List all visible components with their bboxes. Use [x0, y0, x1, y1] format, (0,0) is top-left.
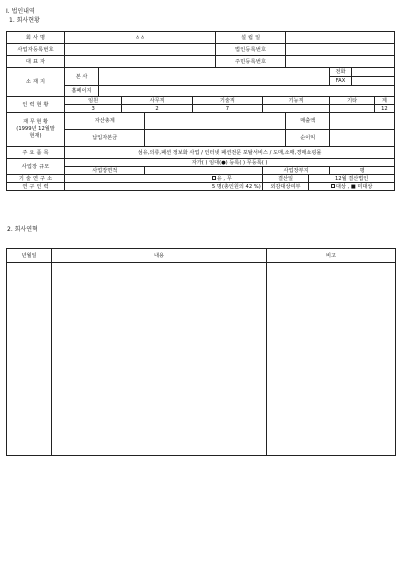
history-header-date: 년월일 [7, 249, 52, 263]
business-number-label: 사업자등록번호 [7, 44, 65, 56]
phone-label: 전화 [330, 68, 351, 77]
finance-label [7, 113, 65, 147]
business-number-value [65, 44, 216, 56]
fax-value [351, 77, 394, 86]
site-ownership: 자가( ) 임대(●) 등록( ) 무등록( ) [65, 159, 395, 167]
company-name-label: 회 사 명 [7, 32, 65, 44]
audit-value [309, 183, 395, 191]
audit-value-text: 대상 , ■ 미대상 [335, 183, 373, 190]
lab-label: 기 술 연 구 소 [7, 175, 65, 183]
corp-number-label: 법인등록번호 [216, 44, 286, 56]
established-value [286, 32, 395, 44]
staff-value-skilled [262, 105, 330, 113]
staff-header-total: 계 [374, 97, 394, 105]
phone-value [351, 68, 394, 77]
finance-label-line1: 재 무 현 황 [23, 119, 49, 125]
staff-header-office: 사무직 [122, 97, 193, 105]
total-assets-value [145, 113, 286, 130]
history-remarks-cell [267, 263, 396, 456]
staff-value-other [330, 105, 374, 113]
staff-header-executive: 임원 [65, 97, 122, 105]
address-label: 소 재 지 [7, 68, 65, 97]
sales-label: 매출액 [286, 113, 330, 130]
site-land-label: 사업장부지 [262, 167, 330, 175]
checkbox-icon [331, 184, 335, 188]
net-profit-value [330, 130, 395, 147]
staff-header-other: 기타 [330, 97, 374, 105]
site-area-value [145, 167, 262, 175]
lab-value [65, 175, 263, 183]
fax-label: FAX [330, 77, 351, 86]
resident-number-label: 주민등록번호 [216, 56, 286, 68]
staff-value-office: 2 [122, 105, 193, 113]
lab-value-text: 유 , 무 [216, 175, 232, 182]
ceo-value [65, 56, 216, 68]
site-land-unit: 평 [330, 167, 395, 175]
staff-value-executive: 3 [65, 105, 122, 113]
history-header-content: 내용 [52, 249, 267, 263]
staff-header-technical: 기술직 [192, 97, 262, 105]
staff-label: 인 력 현 황 [7, 97, 65, 113]
net-profit-label: 순이익 [286, 130, 330, 147]
site-area-label: 사업장면적 [65, 167, 145, 175]
settlement-label: 결산일 [262, 175, 309, 183]
checkbox-icon [212, 176, 216, 180]
paid-capital-label: 납입자본금 [65, 130, 145, 147]
products-label: 주 요 품 목 [7, 147, 65, 159]
history-date-cell [7, 263, 52, 456]
headquarters-label: 본 사 [65, 68, 99, 86]
headquarters-address [98, 68, 329, 86]
history-header-remarks: 비고 [267, 249, 396, 263]
company-history-table [6, 248, 396, 456]
paid-capital-value [145, 130, 286, 147]
settlement-value: 12월 결산법인 [309, 175, 395, 183]
company-name-value: ㅿㅿ [65, 32, 216, 44]
established-label: 설 립 일 [216, 32, 286, 44]
site-label: 사업장 규모 [7, 159, 65, 175]
sales-value [330, 113, 395, 130]
staff-value-technical: 7 [192, 105, 262, 113]
total-assets-label: 자산총계 [65, 113, 145, 130]
staff-value-total: 12 [374, 105, 394, 113]
research-staff-label: 연 구 인 력 [7, 183, 65, 191]
finance-label-line3: 현재) [29, 133, 42, 139]
finance-label-line2: (1999년 12월말 [16, 126, 55, 132]
homepage-label: 홈페이지 [65, 86, 99, 97]
homepage-value [98, 86, 394, 97]
company-status-table [6, 31, 395, 191]
section1-subtitle: 1. 회사현황 [9, 17, 40, 24]
research-staff-value: 5 명(총인원의 42 %) [65, 183, 263, 191]
staff-header-skilled: 기능직 [262, 97, 330, 105]
section1-title: I. 법인내역 [6, 8, 35, 15]
corp-number-value [286, 44, 395, 56]
resident-number-value [286, 56, 395, 68]
section2-title: 2. 회사연혁 [7, 226, 38, 233]
ceo-label: 대 표 자 [7, 56, 65, 68]
audit-label: 외감대상여부 [262, 183, 309, 191]
products-value: 섬유,의류,패션 정보화 사업 / 인터넷 패션전문 포탈서비스 / 도매,소매,경매쇼핑몰 [65, 147, 395, 159]
history-content-cell [52, 263, 267, 456]
